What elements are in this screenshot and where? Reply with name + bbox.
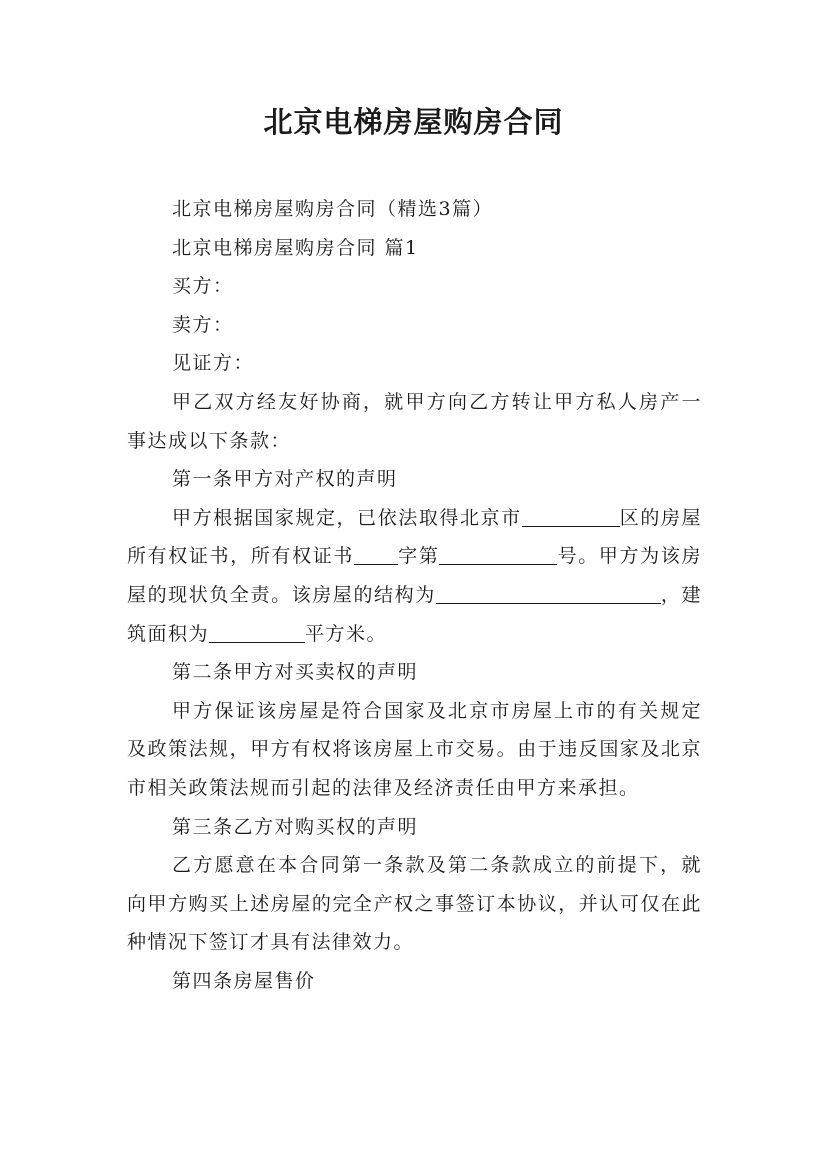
document-title: 北京电梯房屋购房合同 xyxy=(263,105,564,139)
article-1-text-2: 区的房屋所有权证书，所有权证书 xyxy=(127,506,702,568)
paragraph-intro: 甲乙双方经友好协商，就甲方向乙方转让甲方私人房产一事达成以下条款： xyxy=(127,390,702,452)
district-blank xyxy=(522,504,620,527)
paragraph-collection-title: 北京电梯房屋购房合同（精选3篇） xyxy=(172,198,494,220)
article-3-heading: 第三条乙方对购买权的声明 xyxy=(172,815,419,838)
paragraph-witness: 见证方： xyxy=(172,352,255,375)
paragraph-section-heading: 北京电梯房屋购房合同 篇1 xyxy=(172,236,419,259)
article-1-heading: 第一条甲方对产权的声明 xyxy=(172,468,398,491)
article-1-text-5: 甲方为该房屋的现状负全责。该房屋的结构为 xyxy=(127,545,702,606)
article-1-text-7: 平方米。 xyxy=(305,622,388,645)
article-2-heading: 第二条甲方对买卖权的声明 xyxy=(172,661,419,684)
certificate-prefix-blank xyxy=(354,542,398,565)
article-1-text-1: 甲方根据国家规定，已依法取得北京市 xyxy=(172,506,522,529)
certificate-number-blank xyxy=(439,542,557,565)
paragraph-seller: 卖方： xyxy=(172,313,234,336)
article-3-body: 乙方愿意在本合同第一条款及第二条款成立的前提下，就向甲方购买上述房屋的完全产权之事签订本协议，并认可仅在此种情况下签订才具有法律效力。 xyxy=(127,854,702,954)
paragraph-buyer: 买方： xyxy=(172,275,234,298)
article-4-heading: 第四条房屋售价 xyxy=(172,969,316,992)
document-body xyxy=(127,190,702,1000)
article-2-body: 甲方保证该房屋是符合国家及北京市房屋上市的有关规定及政策法规，甲方有权将该房屋上市交易。由于违反国家及北京市相关政策法规而引起的法律及经济责任由甲方来承担。 xyxy=(127,699,702,799)
article-1-text-6: ，建筑面积为 xyxy=(127,583,702,645)
area-blank xyxy=(209,620,305,643)
structure-blank xyxy=(436,581,661,604)
article-1-body xyxy=(127,499,702,653)
article-1-text-4: 号。 xyxy=(557,545,599,568)
article-1-text-3: 字第 xyxy=(398,545,440,568)
